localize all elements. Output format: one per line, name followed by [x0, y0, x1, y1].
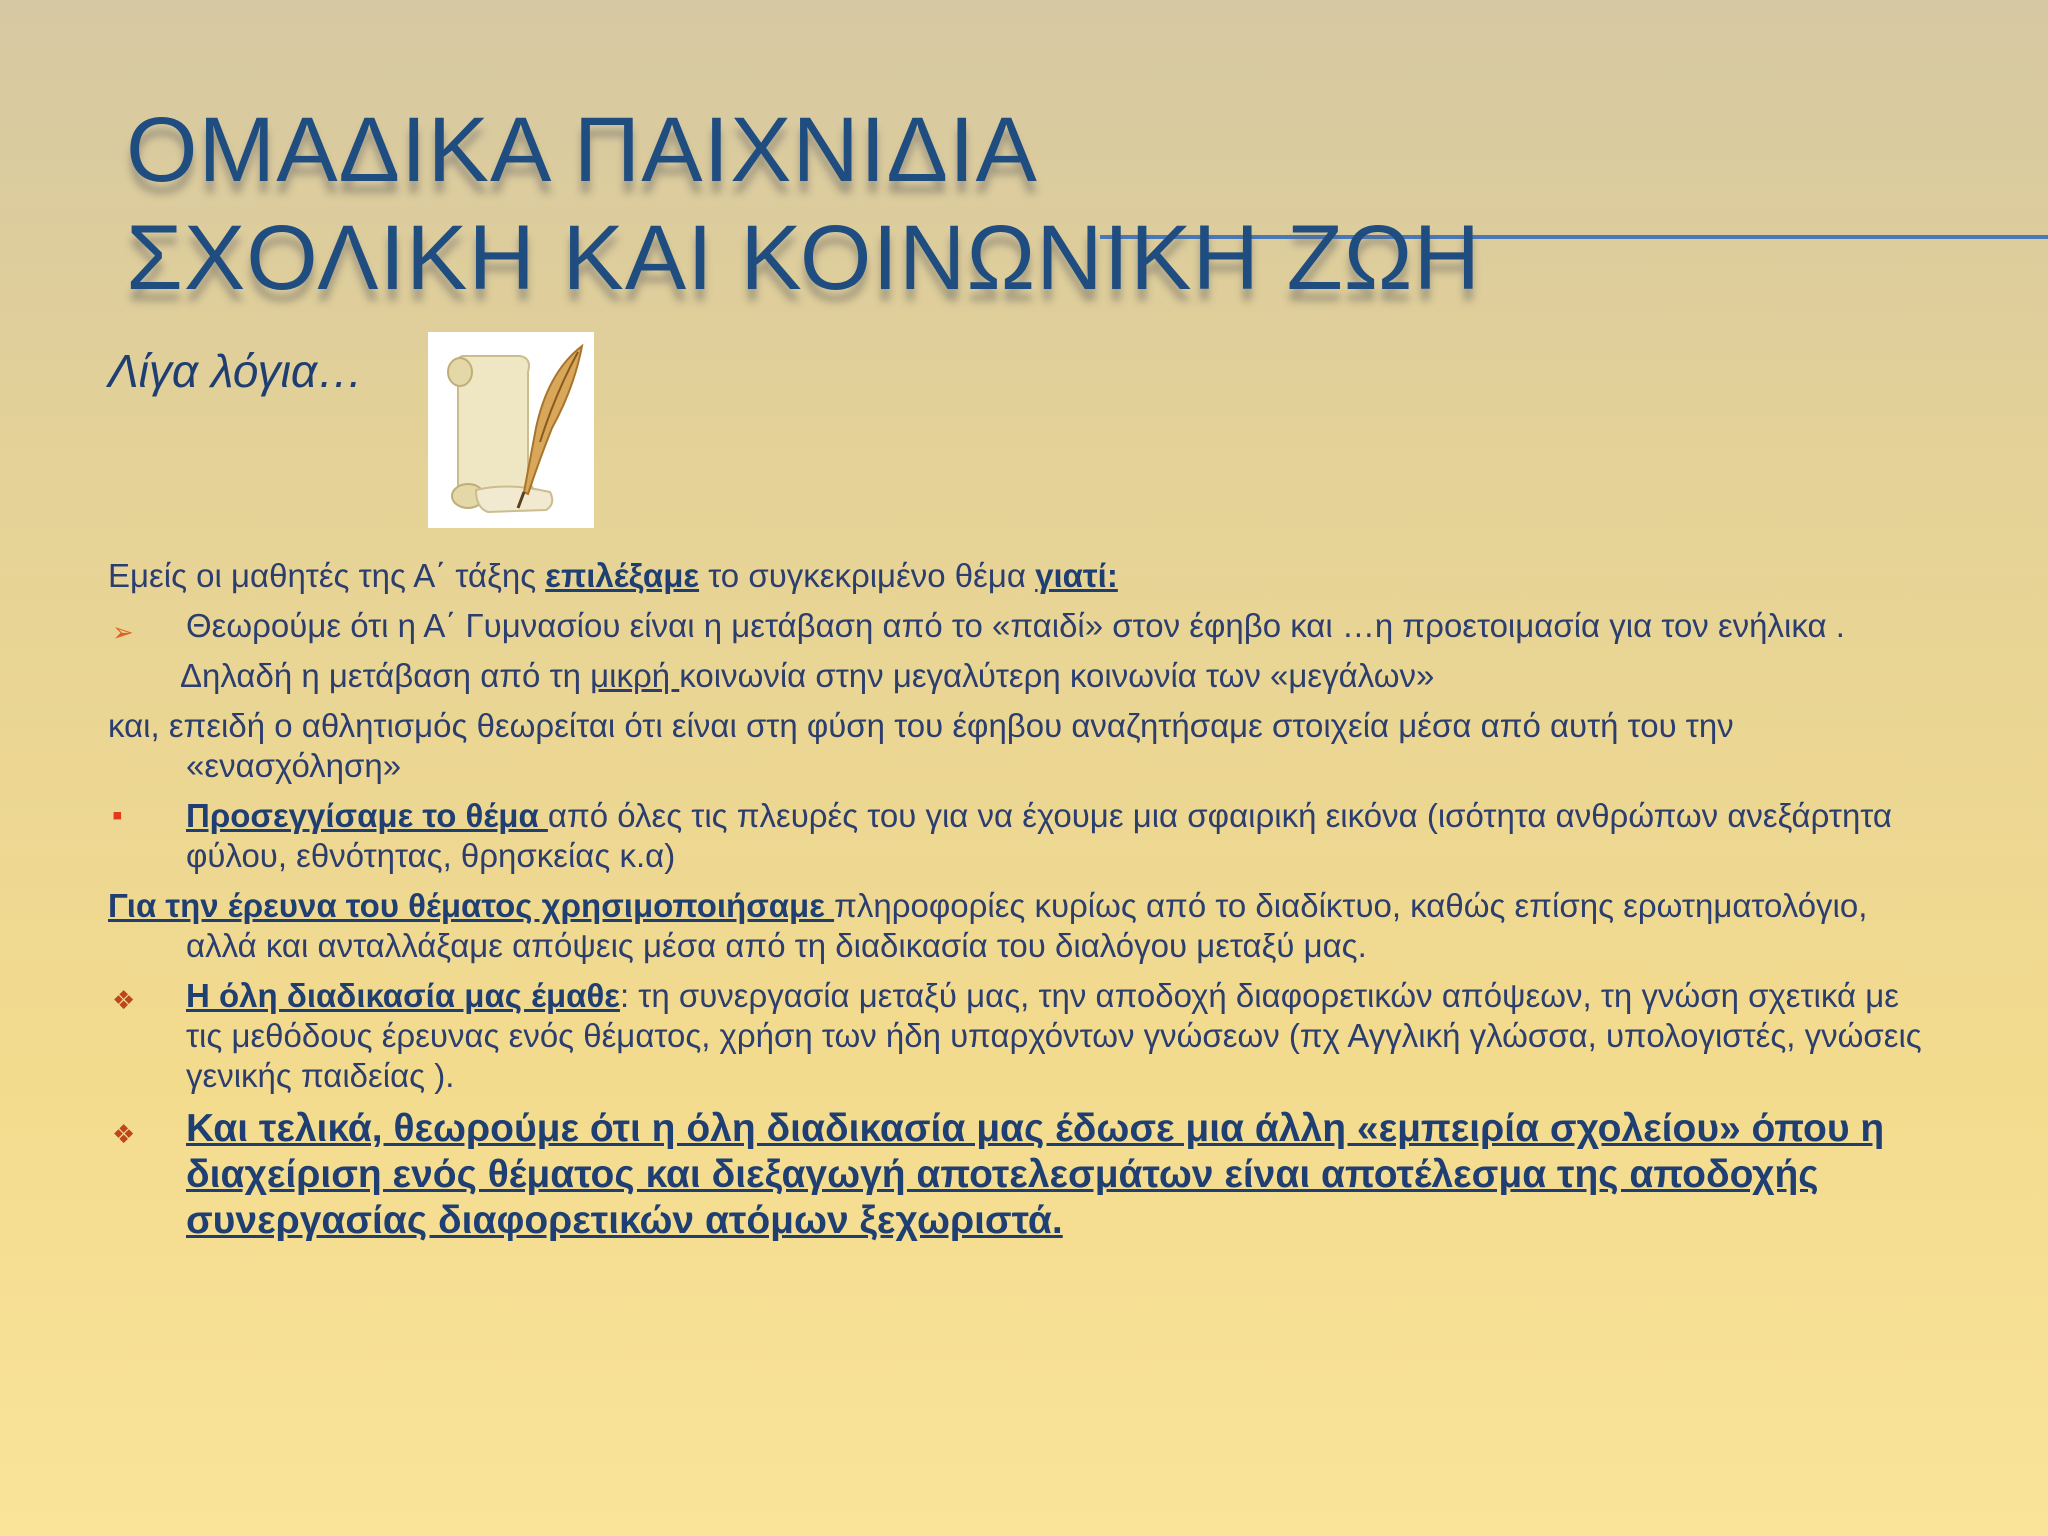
text: κοινωνία στην μεγαλύτερη κοινωνία των «μεγάλων» [679, 657, 1435, 694]
text: Και τελικά, θεωρούμε ότι η όλη διαδικασία μας έδωσε μια άλλη «εμπειρία σχολείου» όπου η διαχείριση ενός θέματος και διεξαγωγή αποτελεσμάτων είναι αποτέλεσμα της αποδοχής συνεργασίας διαφορετικών ατόμων ξεχωριστά. [186, 1107, 1885, 1242]
slide-title-line-1: ΟΜΑΔΙΚΑ ΠΑΙΧΝΙΔΙΑ [126, 99, 1038, 201]
text: Εμείς οι μαθητές της Α΄ τάξης [108, 557, 546, 594]
emphasis-text: γιατί: [1035, 557, 1118, 594]
scroll-quill-icon [428, 332, 594, 528]
slide-title-line-2: ΣΧΟΛΙΚΗ ΚΑΙ ΚΟΙΝΩΝΙΚΗ ΖΩΗ [126, 207, 1482, 309]
paragraph-intro [108, 556, 1938, 596]
text: Θεωρούμε ότι η Α΄ Γυμνασίου είναι η μετάβαση από το «παιδί» στον έφηβο και …η προετοιμασία για τον ενήλικα . [186, 607, 1845, 644]
bullet-text [108, 976, 1938, 1096]
text: και, επειδή ο αθλητισμός θεωρείται ότι είναι στη φύση του έφηβου αναζητήσαμε στοιχεία μέσα από αυτή του την «ενασχόληση» [108, 707, 1734, 784]
diamond-bullet-icon: ❖ [112, 1119, 136, 1149]
bullet-item-transition [108, 606, 1938, 646]
slide-title [126, 96, 1481, 312]
bullet-item-learned [108, 976, 1938, 1096]
emphasis-text: Για την έρευνα του θέματος χρησιμοποιήσαμε [108, 887, 835, 924]
diamond-bullet-icon: ❖ [112, 985, 136, 1015]
text: από όλες τις πλευρές του για να έχουμε μια σφαιρική εικόνα (ισότητα ανθρώπων ανεξάρτητα φύλου, εθνότητας, θρησκείας κ.α) [186, 797, 1892, 874]
underlined-text: μικρή [590, 657, 680, 694]
emphasis-text: Η όλη διαδικασία μας έμαθε [186, 977, 620, 1014]
bullet-text [108, 1106, 1938, 1244]
slide-subtitle: Λίγα λόγια… [108, 345, 364, 397]
text: Δηλαδή η μετάβαση από τη [180, 657, 591, 694]
emphasis-text: Προσεγγίσαμε το θέμα [186, 797, 548, 834]
arrow-bullet-icon: ➢ [112, 617, 134, 647]
text: το συγκεκριμένο θέμα [699, 557, 1036, 594]
text: πληροφορίες κυρίως από το διαδίκτυο, καθώς επίσης ερωτηματολόγιο, αλλά και ανταλλάξαμε απόψεις μέσα από τη διαδικασία του διαλόγου μεταξύ μας. [186, 887, 1868, 964]
slide-body [108, 556, 1938, 1254]
paragraph-sports [108, 706, 1938, 786]
paragraph-meaning [108, 656, 1938, 696]
paragraph-research [108, 886, 1938, 966]
bullet-text [108, 606, 1938, 646]
bullet-text [108, 796, 1938, 876]
bullet-item-approach [108, 796, 1938, 876]
bullet-item-conclusion [108, 1106, 1938, 1244]
text: : τη συνεργασία μεταξύ μας, την αποδοχή διαφορετικών απόψεων, τη γνώση σχετικά με τις μεθόδους έρευνας ενός θέματος, χρήση των ήδη υπαρχόντων γνώσεων (πχ Αγγλική γλώσσα, υπολογιστές, γνώσεις γενικής παιδείας ). [186, 977, 1922, 1094]
square-bullet-icon: ▪ [112, 799, 123, 832]
emphasis-text: επιλέξαμε [545, 557, 700, 594]
